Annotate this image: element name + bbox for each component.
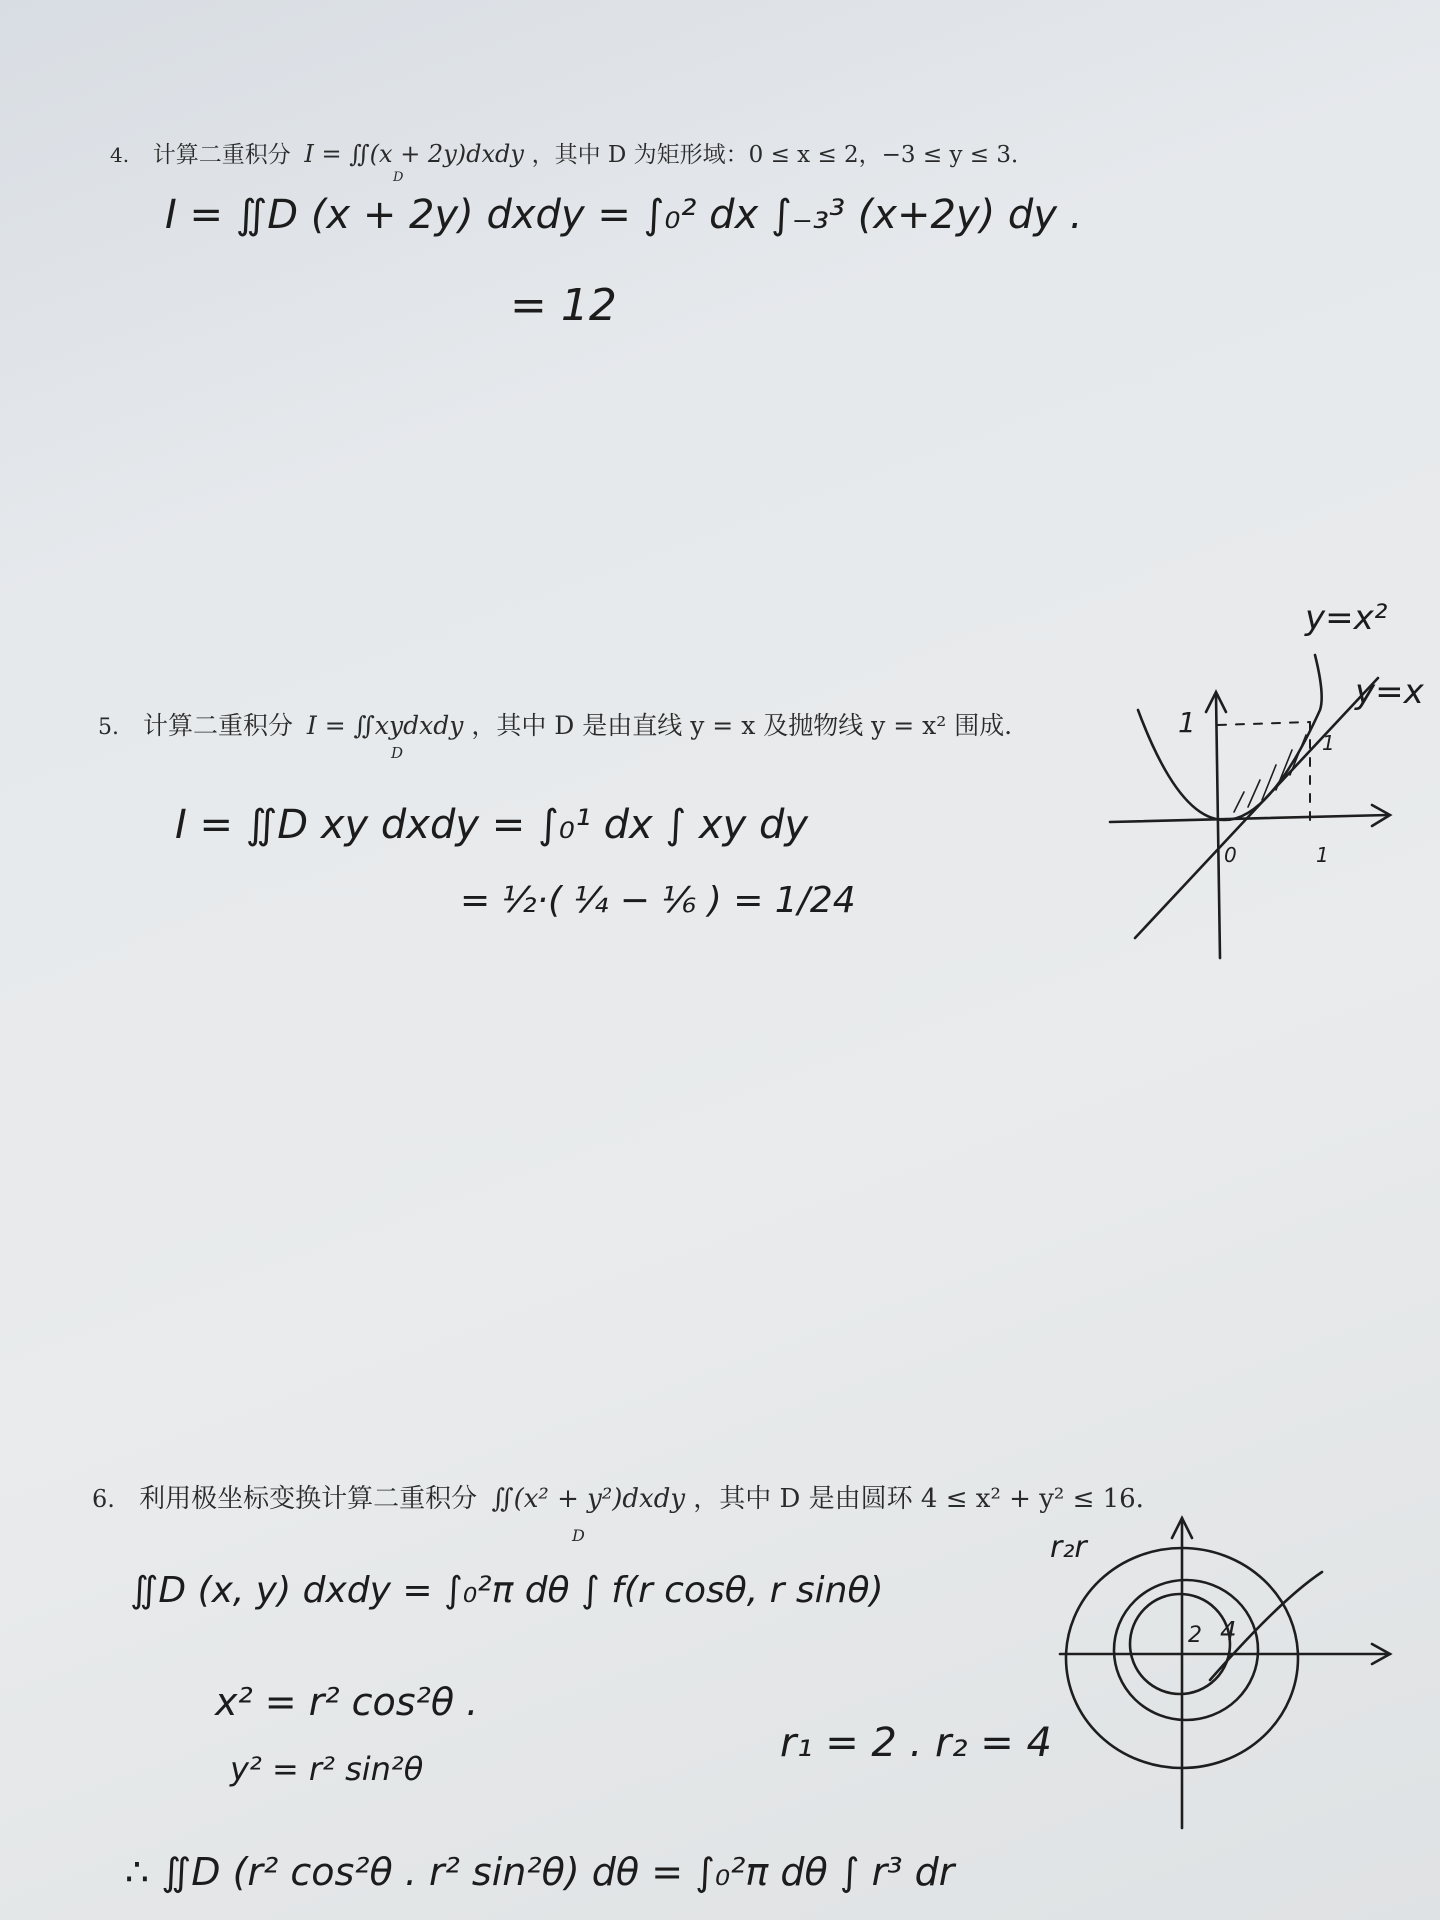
problem-5-integral: I = ∬xydxdy [306,711,464,740]
problem-5-work-line-2: = ½·( ¼ − ⅙ ) = 1/24 [460,880,856,921]
annulus-outer-label: 4 [1220,1617,1237,1647]
graph-parabola [1138,655,1322,820]
problem-4-work-line-1: I = ∬D (x + 2y) dxdy = ∫₀² dx ∫₋₃³ (x+2y) dy . [165,192,1083,238]
graph-label-parabola: y=x² [1305,598,1388,638]
problem-6-suffix: ，其中 D 是由圆环 4 ≤ x² + y² ≤ 16． [693,1484,1162,1514]
problem-6-graph [1060,1510,1380,1830]
problem-5-graph [1110,600,1410,960]
problem-6-number: 6. [92,1485,115,1513]
problem-4-statement [110,136,1034,169]
graph-dash-horizontal [1218,722,1310,725]
graph-tick-x-label: 1 [1316,843,1329,867]
graph-origin-label: 0 [1224,843,1237,867]
problem-4-domain-label: D [393,170,404,185]
graph-tick-right-label: 1 [1322,731,1335,755]
graph-tick-y-label: 1 [1178,706,1196,739]
problem-5-prefix: 计算二重积分 [142,711,293,740]
problem-6-work-line-4: r₁ = 2 . r₂ = 4 [780,1720,1052,1766]
problem-6-integral: ∬(x² + y²)dxdy [491,1484,686,1514]
problem-5-number: 5. [98,715,119,740]
problem-4-prefix: 计算二重积分 [152,142,291,168]
annulus-ring-label: r₂r [1050,1530,1087,1565]
problem-5-work-line-1: I = ∬D xy dxdy = ∫₀¹ dx ∫ xy dy [175,802,809,848]
problem-6-prefix: 利用极坐标变换计算二重积分 [139,1484,478,1514]
annulus-inner-label: 2 [1188,1623,1202,1648]
problem-4-integral: I = ∬(x + 2y)dxdy [304,140,524,168]
problem-6-work-line-3: y² = r² sin²θ [230,1750,424,1788]
problem-6-domain-label: D [572,1526,585,1545]
problem-6-work-line-2: x² = r² cos²θ . [215,1680,479,1724]
graph-label-line: y=x [1355,672,1424,712]
problem-6-work-line-5: ∴ ∬D (r² cos²θ . r² sin²θ) dθ = ∫₀²π dθ ∫ r³ dr [125,1850,955,1894]
problem-4-work-line-2: = 12 [510,280,617,331]
problem-6-statement [92,1478,1162,1515]
graph-y-axis [1216,695,1220,958]
graph-shaded-region [1234,735,1306,812]
problem-4-suffix: ，其中 D 为矩形域：0 ≤ x ≤ 2，−3 ≤ y ≤ 3． [531,142,1034,168]
annulus-inner-circle [1130,1594,1230,1694]
problem-5-statement [98,706,1029,742]
problem-5-domain-label: D [391,744,404,762]
problem-6-work-line-1: ∬D (x, y) dxdy = ∫₀²π dθ ∫ f(r cosθ, r sinθ) [130,1570,884,1611]
problem-5-suffix: ，其中 D 是由直线 y = x 及抛物线 y = x² 围成． [471,711,1030,740]
problem-4-number: 4. [110,143,130,167]
